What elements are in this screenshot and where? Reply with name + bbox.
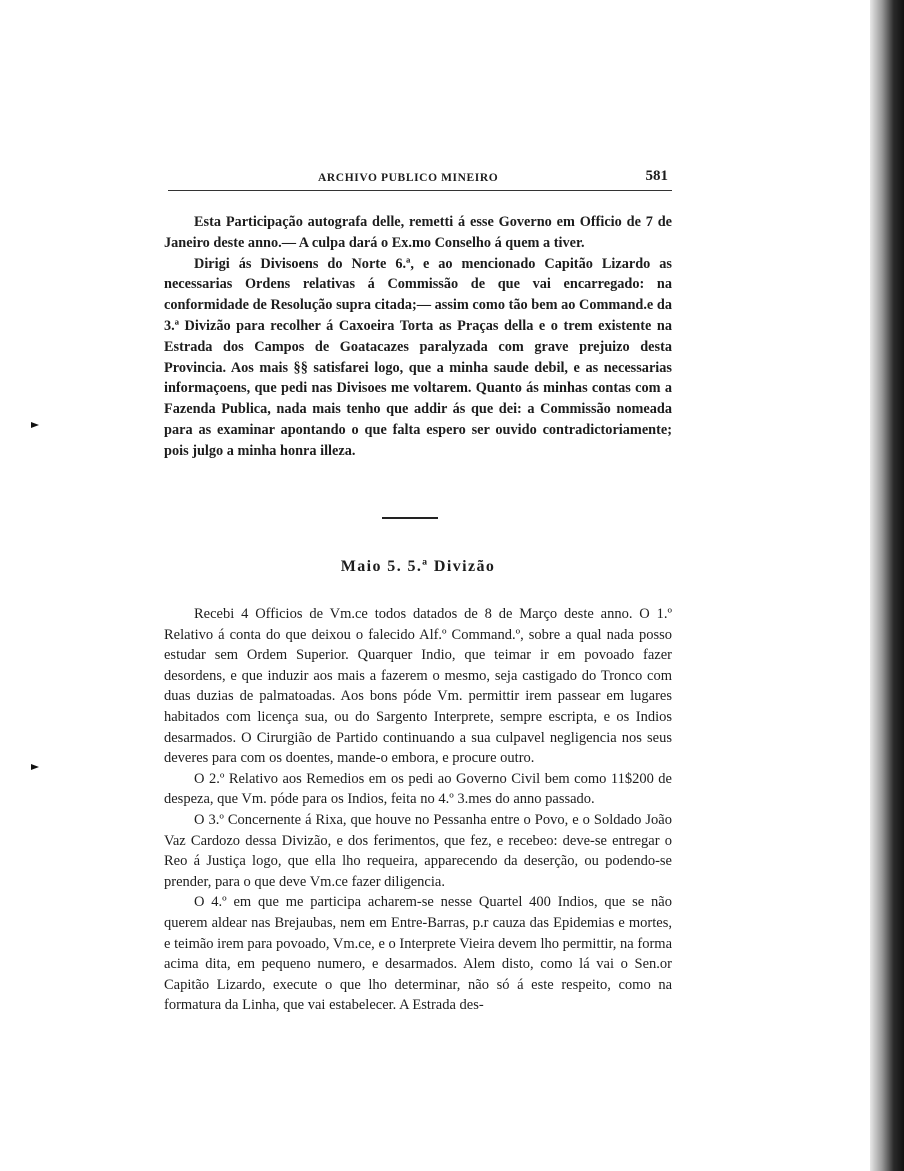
text-block-continuation bbox=[164, 212, 672, 462]
section-heading: Maio 5. 5.ª Divizão bbox=[340, 558, 496, 575]
margin-mark bbox=[31, 422, 39, 428]
paragraph: Recebi 4 Officios de Vm.ce todos datados de 8 de Março deste anno. O 1.º Relativo á conta do que deixou o falecido Alf.º Command.º, sobre a qual nada posso estudar sem Ordem Superior. Quarquer Indio, que teimar ir em povoado fazer desordens, e que induzir aos mais a fazerem o mesmo, seja castigado do Tronco com duas duzias de palmatoadas. Aos bons póde Vm. permittir irem passear em lugares habitados com licença sua, ou do Sargento Interprete, sempre escripta, e os Indios desarmados. O Cirurgião de Partido continuando a sua culpavel negligencia nos seus deveres para com os doentes, mande-o embora, e procure outro. bbox=[164, 606, 672, 767]
page-number: 581 bbox=[645, 168, 668, 184]
paragraph: O 3.º Concernente á Rixa, que houve no Pessanha entre o Povo, e o Soldado João Vaz Cardozo dessa Divizão, e dos ferimentos, que fez, e recebeo: deve-se entregar o Reo á Justiça logo, que ella lho requeira, apparecendo da deserção, ou podendo-se prender, para o que deve Vm.ce fazer diligencia. bbox=[164, 811, 672, 890]
paragraph: O 4.º em que me participa acharem-se nesse Quartel 400 Indios, que se não querem aldear nas Brejaubas, nem em Entre-Barras, p.r cauza das Epidemias e mortes, e teimão irem para povoado, Vm.ce, e o Interprete Vieira devem lho permittir, na forma acima dita, em pequeno numero, e desarmados. Alem disto, como lá vai o Sen.or Capitão Lizardo, execute o que lho determinar, não só á este respeito, como na formatura da Linha, que vai estabelecer. A Estrada des- bbox=[164, 894, 672, 1014]
text-block-section bbox=[164, 604, 672, 1016]
book-binding-shadow bbox=[870, 0, 904, 1171]
section-divider bbox=[382, 517, 438, 519]
page-header bbox=[168, 168, 672, 191]
paragraph: O 2.º Relativo aos Remedios em os pedi ao Governo Civil bem como 11$200 de despeza, que Vm. póde para os Indios, feita no 4.º 3.mes do anno passado. bbox=[164, 770, 672, 808]
paragraph: Dirigi ás Divisoens do Norte 6.ª, e ao mencionado Capitão Lizardo as necessarias Ordens relativas á Commissão de que vai encarregado: na conformidade de Resolução supra citada;— assim como tão bem ao Command.e da 3.ª Divizão para recolher á Caxoeira Torta as Praças della e o trem existente na Estrada dos Campos de Goatacazes paralyzada com grave prejuizo desta Provincia. Aos mais §§ satisfarei logo, que a minha saude debil, e as necessarias informaçoens, que pedi nas Divisoes me voltarem. Quanto ás minhas contas com a Fazenda Publica, nada mais tenho que addir ás que dei: a Commissão nomeada para as examinar apontando o que falta espero ser ouvido contradictoriamente; pois julgo a minha honra illeza. bbox=[164, 255, 672, 459]
running-title: ARCHIVO PUBLICO MINEIRO bbox=[318, 172, 499, 184]
paragraph: Esta Participação autografa delle, remetti á esse Governo em Officio de 7 de Janeiro deste anno.— A culpa dará o Ex.mo Conselho á quem a tiver. bbox=[164, 214, 672, 251]
margin-mark bbox=[31, 764, 39, 770]
